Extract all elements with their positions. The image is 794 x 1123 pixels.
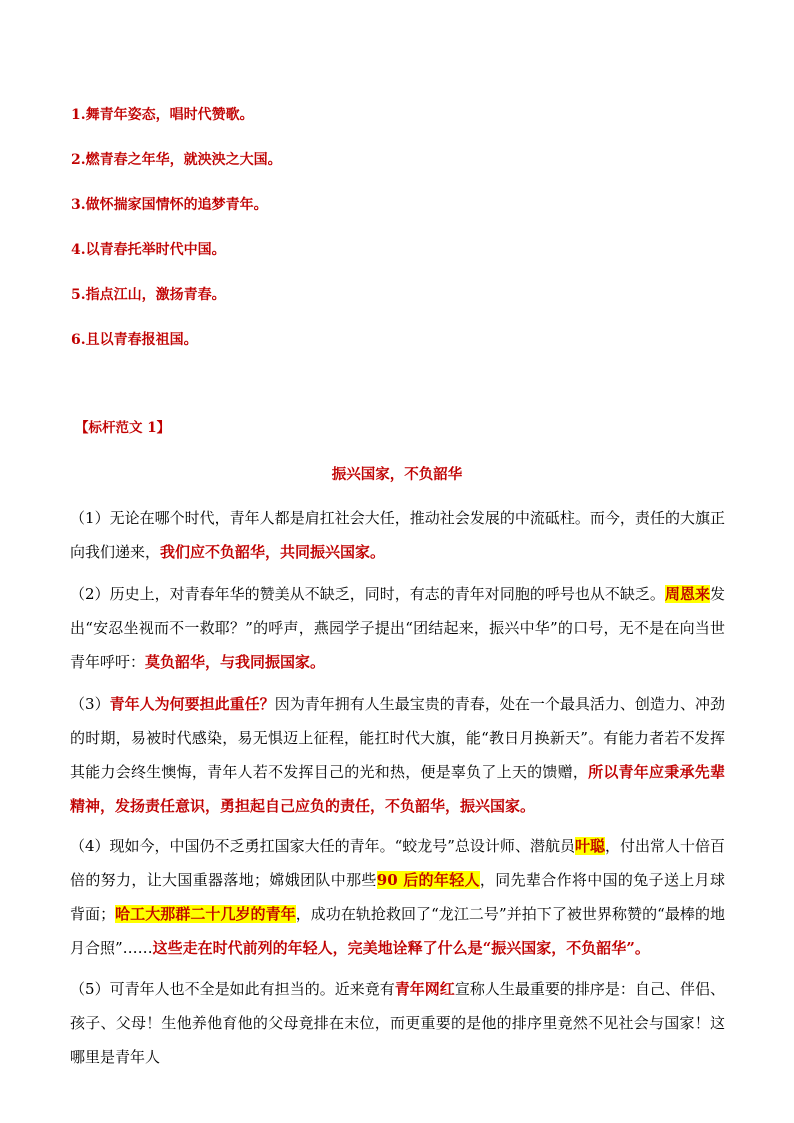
highlight-zhou-enlai: 周恩来 [664, 585, 710, 603]
paragraph-4-text-a: （4）现如今，中国仍不乏勇扛国家大任的青年。“蛟龙号”总设计师、潜航员 [70, 837, 575, 855]
paragraph-5-text-b: 宣称人生最重要的排序是：自己、伴侣、孩子、父母！生他养他育他的父母竟排在末位，而更重要的是他的排序里竟然不见社会与国家！这哪里是青年人 [70, 980, 725, 1066]
paragraph-4-text-b: ，付出常人十倍百倍的努力，让大国重器落地；嫦娥团队中那些 [70, 837, 725, 889]
paragraph-5-emphasis: 青年网红 [394, 980, 455, 998]
paragraph-2-text-a: （2）历史上，对青春年华的赞美从不缺乏，同时，有志的青年对同胞的呼号也从不缺乏。 [70, 585, 665, 603]
paragraph-4-text-d: ，成功在轨抢救回了“龙江二号”并拍下了被世界称赞的“最棒的地月合照”…… [70, 905, 725, 957]
paragraph-3-text-a: （3） [70, 695, 110, 713]
paragraph-2 [70, 577, 725, 679]
title-option-6: 6.且以青春报祖国。 [71, 332, 198, 348]
paragraph-3-text-b: 因为青年拥有人生最宝贵的青春，处在一个最具活力、创造力、冲劲的时期，易被时代感染，易无惧迈上征程，能扛时代大旗，能“教日月换新天”。有能力者若不发挥其能力会终生懊悔，青年人若不发挥目己的光和热，便是辜负了上天的馈赠， [70, 695, 725, 781]
essay-title: 振兴国家，不负韶华 [331, 466, 463, 483]
title-option-1: 1.舞青年姿态，唱时代赞歌。 [71, 107, 254, 123]
paragraph-3-emphasis: 所以青年应秉承先辈精神，发扬责任意识，勇担起自己应负的责任，不负韶华，振兴国家。 [70, 763, 725, 815]
paragraph-1-text: （1）无论在哪个时代，青年人都是肩扛社会大任，推动社会发展的中流砥柱。而今，责任的大旗正向我们递来， [70, 509, 725, 561]
paragraph-5-text-a: （5）可青年人也不全是如此有担当的。近来竟有 [70, 980, 395, 998]
paragraph-5 [70, 972, 725, 1074]
paragraph-4 [70, 829, 725, 965]
paragraph-1 [70, 501, 725, 569]
paragraph-1-emphasis: 我们应不负韶华，共同振兴国家。 [160, 543, 386, 561]
section-label: 【标杆范文 1】 [75, 420, 171, 436]
paragraph-3 [70, 687, 725, 823]
title-option-4: 4.以青春托举时代中国。 [71, 242, 226, 258]
highlight-hit-youth: 哈工大那群二十几岁的青年 [115, 905, 296, 923]
paragraph-4-text-c: ，同先辈合作将中国的兔子送上月球背面； [70, 871, 725, 923]
paragraph-3-question: 青年人为何要担此重任？ [109, 695, 275, 713]
title-option-3: 3.做怀揣家国情怀的追梦青年。 [71, 197, 268, 213]
paragraph-2-text-b: 发出“安忍坐视而不一救耶？”的呼声，燕园学子提出“团结起来，振兴中华”的口号，无不是在向当世青年呼吁： [70, 585, 725, 671]
paragraph-4-emphasis: 这些走在时代前列的年轻人，完美地诠释了什么是“振兴国家，不负韶华”。 [152, 939, 650, 957]
title-option-5: 5.指点江山，激扬青春。 [71, 287, 226, 303]
highlight-post-90s: 90 后的年轻人 [376, 871, 480, 889]
highlight-ye-cong: 叶聪 [574, 837, 605, 855]
paragraph-2-emphasis: 莫负韶华，与我同振国家。 [145, 653, 326, 671]
title-option-2: 2.燃青春之年华，就泱泱之大国。 [71, 152, 282, 168]
